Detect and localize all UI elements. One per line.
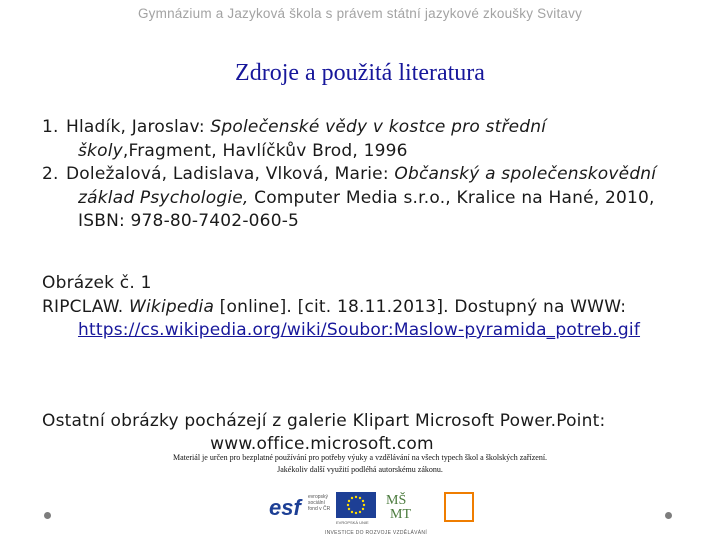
- wikipedia-link[interactable]: https://cs.wikipedia.org/wiki/Soubor:Maslow-pyramida_potreb.gif: [78, 320, 641, 340]
- eu-flag-icon: [336, 492, 376, 518]
- svg-text:MŠ: MŠ: [386, 493, 407, 508]
- logos-caption: INVESTICE DO ROZVOJE VZDĚLÁVÁNÍ: [324, 530, 428, 536]
- op-vk-logo: [444, 492, 474, 522]
- reference-author: Hladík, Jaroslav:: [66, 117, 211, 137]
- eu-caption: EVROPSKÁ UNIE: [336, 520, 369, 525]
- slide-title: Zdroje a použitá literatura: [235, 60, 485, 86]
- svg-text:MT: MT: [390, 507, 411, 522]
- esf-logo: [268, 494, 306, 520]
- figure-citation: [42, 296, 682, 343]
- left-bullet-dot: [44, 512, 51, 519]
- msmt-logo: [384, 490, 424, 526]
- figure-source: [42, 272, 682, 343]
- reference-number: 1.: [42, 117, 59, 137]
- citation-details: [online]. [cit. 18.11.2013]. Dostupný na WWW:: [214, 296, 627, 317]
- other-images-note: [42, 410, 702, 456]
- office-website: www.office.microsoft.com: [210, 434, 434, 454]
- right-bullet-dot: [665, 512, 672, 519]
- reference-details: ,Fragment, Havlíčkův Brod, 1996: [122, 140, 408, 161]
- reference-author: Doležalová, Ladislava, Vlková, Marie:: [66, 164, 395, 184]
- reference-details: Computer Media s.r.o., Kralice na Hané, 2010, ISBN: 978-80-7402-060-5: [78, 187, 655, 231]
- citation-work: Wikipedia: [128, 296, 215, 317]
- reference-item: [42, 163, 682, 234]
- esf-caption: evropský sociální fond v ČR: [308, 494, 331, 512]
- usage-note: [100, 452, 620, 476]
- reference-number: 2.: [42, 164, 59, 184]
- svg-text:esf: esf: [269, 495, 301, 520]
- other-images-line: Ostatní obrázky pocházejí z galerie Klipart Microsoft Power.Point:: [42, 411, 606, 431]
- reference-list: [42, 116, 682, 234]
- reference-item: [42, 116, 682, 163]
- copyright-note-line: Jakékoliv další využití podléhá autorskému zákonu.: [277, 465, 443, 474]
- reference-work: Společenské vědy v kostce pro střední školy: [78, 117, 547, 161]
- figure-label: Obrázek č. 1: [42, 273, 152, 293]
- usage-note-line: Materiál je určen pro bezplatné používání pro potřeby výuky a vzdělávání na všech typech škol a školských zařízení.: [172, 453, 548, 462]
- citation-prefix: RIPCLAW.: [42, 296, 129, 317]
- reference-work: Občanský a společenskovědní základ Psychologie,: [78, 164, 657, 208]
- school-header: Gymnázium a Jazyková škola s právem státní jazykové zkoušky Svitavy: [137, 6, 583, 21]
